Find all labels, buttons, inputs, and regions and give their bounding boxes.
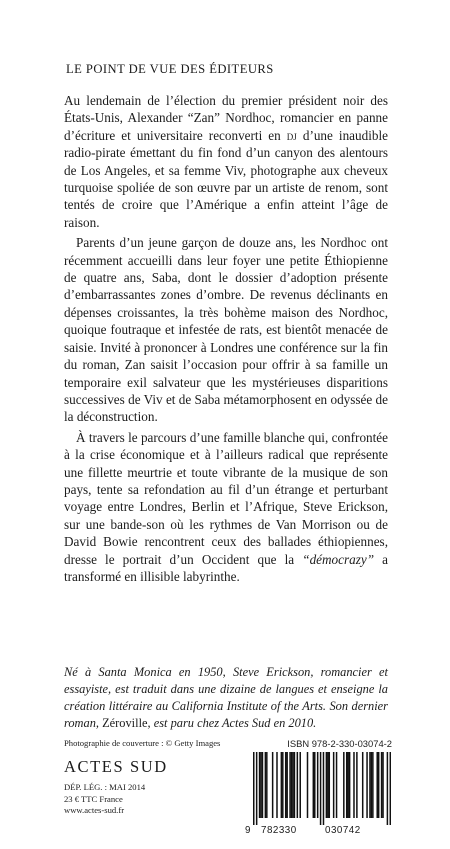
barcode-bars [253,752,391,825]
barcode-bar [347,752,349,818]
barcode-bar [253,752,255,825]
barcode-bar [313,752,315,818]
legal-deposit: DÉP. LÉG. : MAI 2014 [64,782,146,792]
author-bio [64,664,388,732]
barcode-bar [294,752,296,818]
barcode-bar [376,752,378,818]
synopsis-text: Au lendemain de l’élection du premier président noir des États-Unis, Alexander “Zan” Nordhoc, romancier en panne d’écriture et universitaire reconverti en [64,93,388,143]
barcode-bar [323,752,325,825]
barcode-bar [281,752,283,818]
barcode-bar [382,752,384,818]
previous-novel-title: Zéroville [102,716,148,730]
section-heading: LE POINT DE VUE DES ÉDITEURS [66,62,274,76]
barcode-bar [371,752,373,818]
bio-text: , est paru chez Actes Sud en 2010. [147,716,317,730]
barcode-bar [381,752,383,818]
barcode-bar [285,752,287,818]
barcode-bar [349,752,351,818]
barcode-bar [297,752,299,818]
barcode-bar [314,752,316,818]
barcode-bar [390,752,391,825]
barcode-bar [265,752,267,818]
democrazy-term: “démocrazy” [302,551,375,567]
barcode-bar [307,752,309,818]
synopsis-paragraph-1 [64,92,388,231]
price: 23 € TTC France [64,793,123,804]
barcode-first-digit: 9 [245,825,251,836]
barcode-right-group: 030742 [325,825,361,836]
barcode-bar [369,752,371,818]
barcode-bar [353,752,355,818]
isbn-label: ISBN 978-2-330-03074-2 [287,738,392,749]
barcode-bar [343,752,345,818]
barcode-bar [346,752,348,818]
barcode-bar [326,752,328,818]
synopsis-text: d’une inaudible radio-pirate émettant du fin fond d’un canyon des alentours de Los Angeles, et sa femme Viv, photographe aux cheveux turquoise spoliée de son œuvre par un artiste de renom, sont tentés de croire que l’Amérique a enfin atteint l’âge de raison. [64,127,388,230]
barcode-bar [276,752,278,818]
barcode-bar [262,752,264,818]
synopsis-paragraph-2: Parents d’un jeune garçon de douze ans, les Nordhoc ont récemment accueilli dans leur foyer une petite Éthiopienne de quatre ans, Saba, dont le dossier d’adoption présente d’embarrassantes zones d’ombre. De revenus déclinants en dépenses croissantes, la très bohème maison des Nordhoc, quoique foutraque et infestée de rats, est bientôt menacée de saisie. Invité à prononcer à Londres une conférence sur la fin du roman, Zan saisit l’occasion pour offrir à sa famille un temporaire exil salvateur que les mystérieuses disparitions successives de Viv et de Saba métamorphosent en odyssée de la déconstruction. [64,235,388,425]
barcode-bar [291,752,293,818]
synopsis-text: À travers le parcours d’une famille blanche qui, confrontée à la crise économique et à l’ailleurs radical que représente une fillette meurtrie et toute vibrante de la musique de son pays, tente sa refondation au fil d’un étrange et perturbant voyage entre Londres, Berlin et l’Afrique, Steve Erickson, sur une bande-son où les rythmes de Van Morrison ou de David Bowie rencontrent ceux des ballades éthiopiennes, dresse le portrait d’un Occident que la [64,429,388,567]
photo-credit: Photographie de couverture : © Getty Images [64,738,221,748]
barcode-bar [299,752,301,818]
barcode-bar [378,752,380,818]
barcode-bar [336,752,338,818]
barcode-bar [329,752,331,818]
legal-info [64,782,145,817]
barcode-bar [362,752,364,818]
barcode-bar [286,752,288,818]
synopsis-paragraph-3 [64,429,388,586]
barcode-bar [272,752,274,818]
barcode-bar [356,752,358,818]
barcode-bar [292,752,294,818]
barcode-left-group: 782330 [261,825,297,836]
dj-small-caps: dj [286,127,297,143]
barcode-bar [259,752,261,818]
barcode-bar [256,752,258,825]
barcode-bar [289,752,291,818]
barcode-bar [366,752,368,818]
bio-text: Né à Santa Monica en 1950, Steve Erickson, romancier et essayiste, est traduit dans une dizaine de langues et enseigne la création littéraire au California Institute of the Arts. Son dernier roman, [64,665,388,730]
barcode-bar [260,752,262,818]
synopsis [64,92,388,585]
barcode-bar [320,752,322,825]
barcode-bar [266,752,268,818]
barcode-bar [372,752,374,818]
barcode-bar [317,752,319,818]
barcode-bar [282,752,284,818]
barcode-bar [333,752,335,818]
barcode-bar [327,752,329,818]
barcode-image [253,752,391,825]
synopsis-text: a transformé en illisible labyrinthe. [64,551,388,584]
publisher-name: ACTES SUD [64,757,168,776]
barcode-bar [387,752,389,825]
publisher-website: www.actes-sud.fr [64,805,125,816]
